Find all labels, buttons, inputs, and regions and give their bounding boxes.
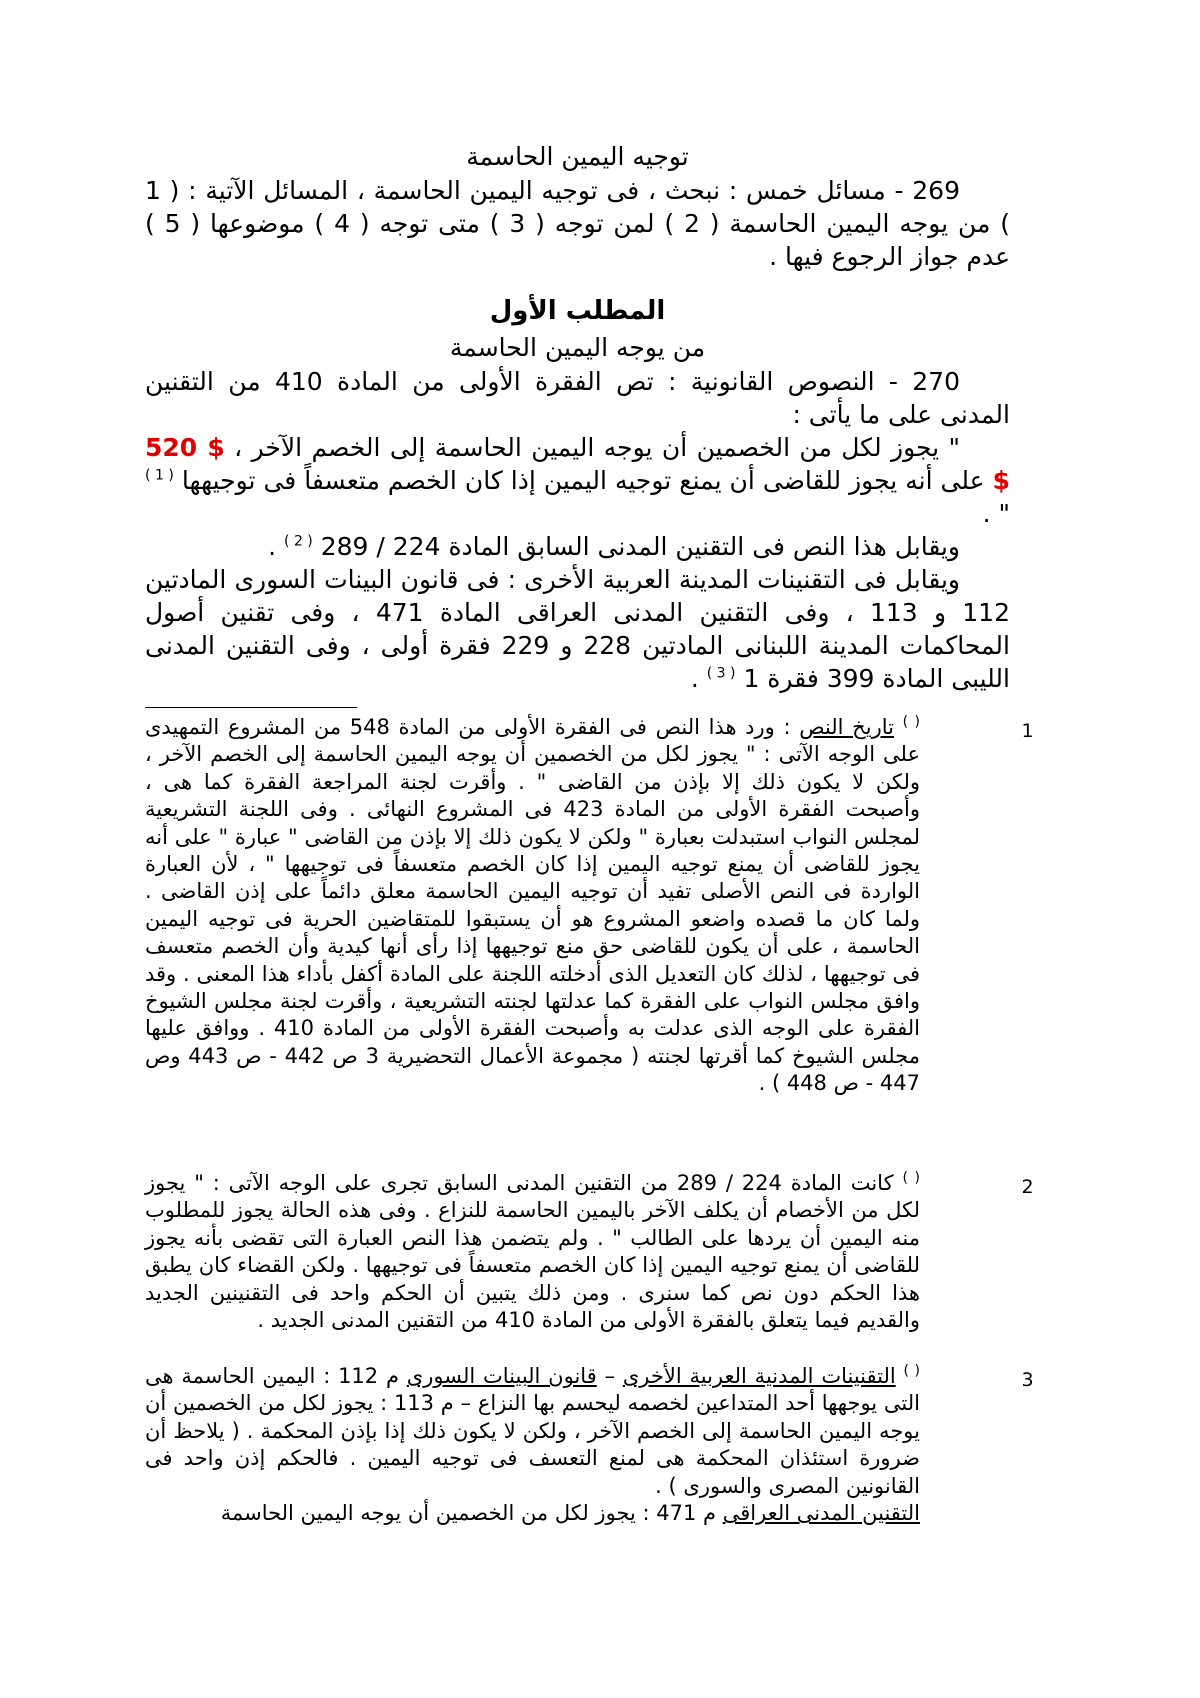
footnote-ref-2: ( 2 ) (284, 533, 313, 550)
paragraph-269: 269 - مسائل خمس : نبحث ، فى توجيه اليمين الحاسمة ، المسائل الآتية : ( 1 ) من يوجه اليمين الحاسمة ( 2 ) لمن توجه ( 3 ) متى توجه ( 4 ) موضوعها ( 5 ) عدم جواز الرجوع فيها . (145, 176, 1011, 271)
quote-text-part1: " يجوز لكل من الخصمين أن يوجه اليمين الحاسمة إلى الخصم الآخر ، (234, 433, 960, 462)
footnote-number: 2 (1021, 1176, 1034, 1198)
footnote-dash: – (604, 1364, 616, 1388)
footnote-text: كانت المادة 224 / 289 من التقنين المدنى السابق تجرى على الوجه الآتى : " يجوز لكل من الأخصام أن يكلف الآخر باليمين الحاسمة للنزاع . وفى هذه الحالة يجوز للمطلوب منه اليمين أن يردها على الطالب " . ولم يتضمن هذا النص العبارة التى تقضى بأنه يجوز للقاضى أن يمنع توجيه اليمين إذا كان الخصم متعسفاً فى توجيهها . ولكن القضاء كان يطبق هذا الحكم دون نص كما سنرى . ومن ذلك يتبين أن الحكم واحد فى التقنينين الجديد والقديم فيما يتعلق بالفقرة الأولى من المادة 410 من التقنين المدنى الجديد . (145, 1171, 920, 1333)
page-title: توجيه اليمين الحاسمة (466, 142, 689, 171)
corresponding-text: ويقابل هذا النص فى التقنين المدنى السابق المادة 224 / 289 (320, 532, 960, 561)
section-heading: المطلب الأول (489, 296, 666, 326)
quote-paragraph (145, 431, 1010, 530)
arab-codes-text: ويقابل فى التقنينات المدينة العربية الأخرى : فى قانون البينات السورى المادتين 112 و 113 ، وفى التقنين المدنى العراقى المادة 471 ، وفى تقنين أصول المحاكمات المدينة اللبنانى المادتين 228 و 229 فقرة أولى ، وفى التقنين المدنى الليبى المادة 399 فقرة 1 (145, 565, 1010, 693)
footnote-ref-1: ( 1 ) (145, 467, 174, 484)
footnote-marker: ( ) (902, 714, 920, 730)
corresponding-paragraph (145, 530, 1010, 563)
footnote-2 (145, 1170, 1135, 1334)
footnote-marker: ( ) (902, 1170, 920, 1186)
footnote-marker: ( ) (903, 1363, 920, 1379)
quote-end: " . (982, 499, 1010, 528)
paragraph-270: 270 - النصوص القانونية : تص الفقرة الأولى من المادة 410 من التقنين المدنى على ما يأتى : (145, 367, 1010, 429)
main-text (145, 140, 1010, 695)
quote-text-part2: على أنه يجوز للقاضى أن يمنع توجيه اليمين إذا كان الخصم متعسفاً فى توجيهها (181, 466, 985, 495)
footnote-text-2: م 471 : يجوز لكل من الخصمين أن يوجه اليمين الحاسمة (220, 1501, 717, 1526)
corresponding-end: . (268, 532, 277, 561)
footnote-ref-3: ( 3 ) (706, 665, 736, 682)
footnote-label-3: التقنين المدنى العراقى (722, 1501, 920, 1526)
footnote-number: 3 (1021, 1369, 1034, 1391)
footnote-text: : ورد هذا النص فى الفقرة الأولى من المادة 548 من المشروع التمهيدى على الوجه الآتى : " يجوز لكل من الخصمين أن يوجه اليمين الحاسمة إلى الخصم الآخر ، ولكن لا يكون ذلك إلا بإذن من القاضى " . وأقرت لجنة المراجعة الفقرة كما هى ، وأصبحت الفقرة الأولى من المادة 423 فى المشروع النهائى . وفى اللجنة التشريعية لمجلس النواب استبدلت بعبارة " ولكن لا يكون ذلك إلا بإذن من القاضى " عبارة " على أنه يجوز للقاضى أن يمنع توجيه اليمين إذا كان الخصم متعسفاً فى توجيهها " ، لأن العبارة الواردة فى النص الأصلى تفيد أن توجيه اليمين الحاسمة معلق دائماً على إذن القاضى . ولما كان ما قصده واضعو المشروع هو أن يستبقوا للمتقاضين الحرية فى توجيه اليمين الحاسمة ، على أن يكون للقاضى حق منع توجيهها إذا رأى أنها كيدية وأن الخصم متعسف فى توجيهها ، لذلك كان التعديل الذى أدخلته اللجنة على المادة أكفل بأداء هذا المعنى . وقد وافق مجلس النواب على الفقرة كما عدلتها لجنته التشريعية ، وأقرت لجنة مجلس الشيوخ الفقرة على الوجه الذى عدلت به وأصبحت الفقرة الأولى من المادة 410 . ووافق عليها مجلس الشيوخ كما أقرتها لجنته ( مجموعة الأعمال التحضيرية 3 ص 442 - ص 443 وص 447 - ص 448 ) . (145, 715, 921, 1096)
footnote-separator (145, 707, 357, 708)
footnote-label: التقنينات المدنية العربية الأخرى (622, 1364, 896, 1388)
footnote-1 (145, 714, 1135, 1098)
dollar-amount: $ 520 $ (145, 433, 1011, 495)
arab-codes-paragraph (145, 563, 1010, 695)
footnote-text: م 112 : اليمين الحاسمة هى التى يوجهها أحد المتداعين لخصمه ليحسم بها النزاع – م 113 : يجوز لكل من الخصمين أن يوجه اليمين الحاسمة إلى الخصم الآخر ، ولكن لا يكون ذلك إذا بإذن المحكمة . ( يلاحظ أن ضرورة استئذان المحكمة هى لمنع التعسف فى توجيه اليمين . فالحكم إذن واحد فى القانونين المصرى والسورى ) . (145, 1364, 920, 1498)
arab-codes-end: . (690, 664, 699, 693)
footnote-3 (145, 1363, 1135, 1527)
footnote-number: 1 (1021, 720, 1034, 742)
footnote-label-2: قانون البينات السورى (406, 1364, 597, 1388)
section-subheading: من يوجه اليمين الحاسمة (449, 333, 706, 362)
footnote-label: تاريخ النص (799, 715, 894, 739)
